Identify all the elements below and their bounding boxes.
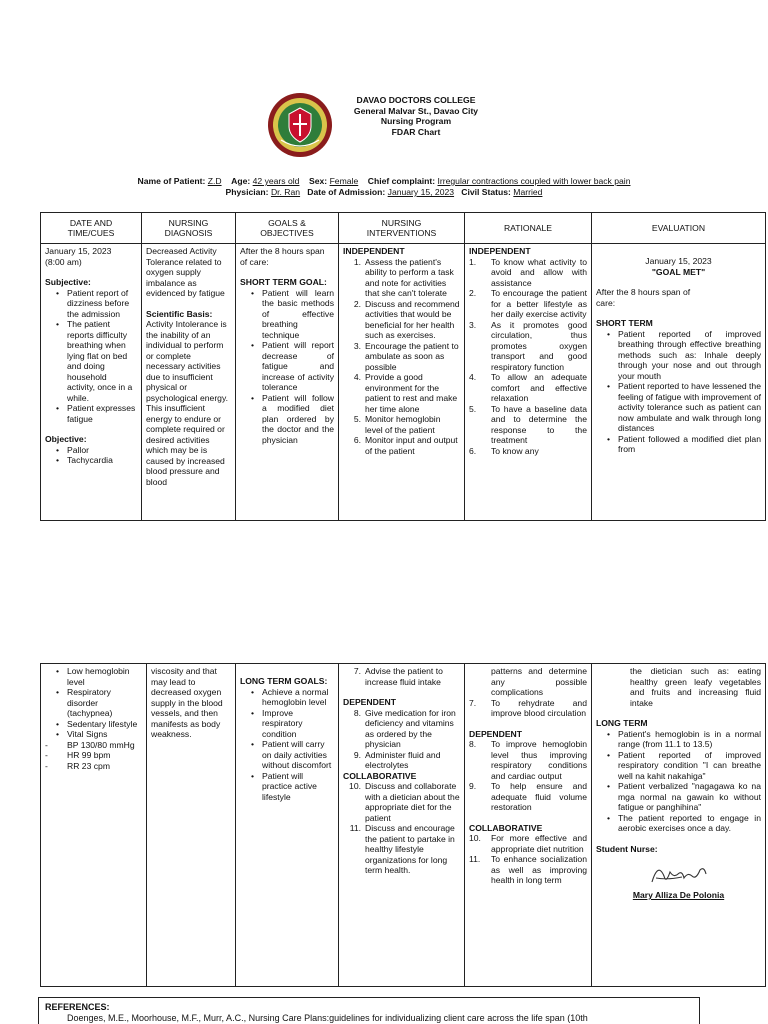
independent-title: INDEPENDENT: [469, 246, 531, 256]
interventions-list: [343, 257, 460, 457]
short-term-title: SHORT TERM: [596, 318, 653, 328]
col-header-rationale: RATIONALE: [465, 213, 592, 244]
col-header-goals: GOALS & OBJECTIVES: [236, 213, 339, 244]
list-item: • Patient reported of improved respiratory condition "I can breathe well na kahit nakahiga": [596, 750, 761, 782]
diagnosis-text: Decreased Activity Tolerance related to oxygen supply imbalance as evidenced by fatigue: [146, 246, 225, 298]
collaborative-interventions-list: [343, 781, 460, 876]
short-term-goals-list: [240, 288, 334, 446]
list-item: 11. Discuss and encourage the patient to partake in healthy lifestyle organizations for long term health.: [349, 823, 455, 875]
collaborative-rationale-list: [469, 833, 587, 886]
list-item: 8. Give medication for iron deficiency and vitamins as ordered by the physician: [353, 707, 456, 749]
subjective-title: Subjective:: [45, 277, 91, 287]
list-item: 11. To enhance socialization as well as improving health in long term: [469, 854, 587, 885]
long-term-goals-list: [240, 687, 334, 803]
evaluation-date: January 15, 2023: [645, 256, 712, 266]
cue-date: January 15, 2023: [45, 246, 112, 256]
cell-diagnosis-continued: [147, 664, 236, 987]
long-term-title: LONG TERM: [596, 718, 648, 728]
goal-status: "GOAL MET": [651, 266, 706, 277]
objective-title: Objective:: [45, 434, 87, 444]
list-item: • Patient reported to have lessened the feeling of fatigue with improvement of activity tolerance such as patient can now ambulate and walk through long distances: [596, 381, 761, 434]
list-item: • Improve respiratory condition: [240, 708, 334, 740]
admission-date: January 15, 2023: [387, 187, 455, 197]
dependent-title: DEPENDENT: [469, 728, 523, 739]
table-header-row: [41, 213, 766, 244]
physician-label: Physician:: [225, 187, 269, 197]
cell-goals-continued: [236, 664, 339, 987]
col-header-interventions: NURSING INTERVENTIONS: [339, 213, 465, 244]
basis-title: Scientific Basis:: [146, 308, 213, 319]
cell-goals: [236, 244, 339, 521]
list-item: • Low hemoglobin level: [45, 666, 142, 687]
list-item: • Tachycardia: [45, 455, 137, 466]
patient-sex: Female: [329, 176, 359, 186]
list-item: • Patient will follow a modified diet plan ordered by the doctor and the physician: [240, 393, 334, 446]
list-item: • Patient will practice active lifestyle: [240, 771, 334, 803]
document-header: [336, 95, 496, 137]
chief-complaint: Irregular contractions coupled with lower back pain: [437, 176, 631, 186]
list-item: 6. To know any: [469, 445, 539, 456]
list-item: 1. Assess the patient's ability to perform a task and note for activities that she can't tolerate: [353, 256, 454, 298]
col-header-evaluation: EVALUATION: [592, 213, 766, 244]
list-item: • Patient's hemoglobin is in a normal range (from 11.1 to 13.5): [596, 729, 761, 750]
cell-diagnosis: [142, 244, 236, 521]
list-item: 10. Discuss and collaborate with a dietician about the appropriate diet for the patient: [349, 781, 460, 823]
list-item: - HR 99 bpm: [45, 750, 142, 761]
list-item: • The patient reported to engage in aerobic exercises once a day.: [596, 813, 761, 834]
physician-name: Dr. Ran: [270, 187, 301, 197]
cell-interventions-continued: [339, 664, 465, 987]
list-item: - BP 130/80 mmHg: [45, 740, 142, 751]
patient-age: 42 years old: [252, 176, 300, 186]
cell-evaluation-continued: [592, 664, 766, 987]
table-body-row: [41, 664, 766, 987]
college-seal-logo: [267, 92, 333, 158]
list-item: • Patient expresses fatigue: [45, 403, 137, 424]
list-item: • The patient reports difficulty breathing when lying flat on bed and doing household activity, once in a while.: [45, 319, 137, 403]
list-item: • Patient report of dizziness before the admission: [45, 288, 137, 320]
evaluation-continued-text: the dietician such as: eating healthy green leafy vegetables and fruits and increasing fluid intake: [630, 666, 761, 708]
list-item: 1. To know what activity to avoid and allow with assistance: [469, 256, 587, 288]
cell-interventions: [339, 244, 465, 521]
dependent-title: DEPENDENT: [343, 697, 397, 707]
interventions-list-continued: [343, 666, 460, 687]
long-term-goals-title: LONG TERM GOALS:: [240, 676, 328, 686]
cell-evaluation: [592, 244, 766, 521]
list-item: 9. Administer fluid and electrolytes: [353, 749, 441, 770]
complaint-label: Chief complaint:: [367, 176, 436, 186]
student-nurse-label: Student Nurse:: [596, 843, 658, 854]
dependent-interventions-list: [343, 708, 460, 771]
independent-title: INDEPENDENT: [343, 246, 405, 256]
program-name: Nursing Program: [380, 116, 452, 127]
short-term-goal-title: SHORT TERM GOAL:: [240, 277, 327, 287]
list-item: 3. As it promotes good circulation, thus promotes oxygen transport and good respiratory function: [469, 319, 587, 372]
civil-status: Married: [513, 187, 543, 197]
list-item: 6. Monitor input and output of the patient: [353, 435, 458, 456]
list-item: • Patient reported of improved breathing through effective breathing methods such as: Inhale deeply through your nose and out through your mouth: [596, 329, 761, 382]
dependent-rationale-list: [469, 739, 587, 813]
list-item: • Patient will learn the basic methods of effective breathing technique: [240, 288, 334, 341]
col-header-diagnosis: NURSING DIAGNOSIS: [142, 213, 236, 244]
list-item: 7. Advise the patient to increase fluid intake: [353, 666, 443, 687]
list-item: • Patient followed a modified diet plan from: [596, 434, 761, 455]
cell-rationale-continued: [465, 664, 592, 987]
patient-name: Z.D: [207, 176, 222, 186]
list-item: • Patient verbalized "nagagawa ko na mga normal na gawain ko without fatigue or panghihina": [596, 781, 761, 813]
list-item: • Patient will carry on daily activities without discomfort: [240, 739, 334, 771]
list-item: 9. To help ensure and adequate fluid volume restoration: [469, 781, 587, 812]
basis-text-continued: viscosity and that may lead to decreased oxygen supply in the blood vessels, and then manifests as body weakness.: [151, 666, 223, 739]
rationale-list: [469, 257, 587, 457]
list-item: • Vital Signs: [45, 729, 142, 740]
vital-signs-list: [45, 740, 142, 772]
list-item: - RR 23 cpm: [45, 761, 142, 772]
admission-label: Date of Admission:: [307, 187, 386, 197]
list-item: 7. To rehydrate and improve blood circulation: [469, 697, 587, 718]
civil-status-label: Civil Status:: [461, 187, 511, 197]
basis-text: Activity Intolerance is the inability of an individual to perform or complete necessary activities due to insufficient physical or psychological energy. This insufficient energy to endure or complete required or desired activities which may be is caused by increased blood pressure and blood: [146, 319, 229, 487]
list-item: 3. Encourage the patient to ambulate as soon as possible: [353, 340, 459, 372]
goals-intro: After the 8 hours span of care:: [240, 246, 325, 267]
rationale-list-continued: [469, 698, 587, 719]
list-item: 2. To encourage the patient for a better lifestyle as her daily exercise activity: [469, 288, 587, 319]
student-nurse-name: Mary Alliza De Polonia: [632, 890, 725, 900]
list-item: 4. Provide a good environment for the patient to rest and make her time alone: [353, 372, 458, 414]
list-item: 8. To improve hemoglobin level thus improving respiratory conditions and cardiac output: [469, 739, 587, 781]
cell-rationale: [465, 244, 592, 521]
list-item: 5. Monitor hemoglobin level of the patient: [353, 414, 441, 435]
fdar-table-page-1: [40, 212, 766, 521]
list-item: • Sedentary lifestyle: [45, 719, 142, 730]
long-term-evaluation-list: [596, 729, 761, 834]
sex-label: Sex:: [309, 176, 328, 186]
collaborative-title: COLLABORATIVE: [343, 770, 417, 781]
signature-image: [648, 858, 710, 890]
cell-cues: [41, 244, 142, 521]
short-term-evaluation-list: [596, 329, 761, 455]
age-label: Age:: [231, 176, 251, 186]
reference-item: Doenges, M.E., Moorhouse, M.F., Murr, A.C., Nursing Care Plans:guidelines for individualizing client care across the life span (10th: [67, 1013, 588, 1023]
cell-cues-continued: [41, 664, 147, 987]
list-item: • Pallor: [45, 445, 137, 456]
chart-name: FDAR Chart: [391, 126, 441, 137]
patient-info-line-2: [0, 187, 768, 198]
name-label: Name of Patient:: [137, 176, 206, 186]
evaluation-intro: After the 8 hours span of care:: [596, 287, 691, 308]
fdar-table-page-2: [40, 663, 766, 987]
college-address: General Malvar St., Davao City: [353, 105, 479, 116]
collaborative-title: COLLABORATIVE: [469, 822, 543, 833]
list-item: 2. Discuss and recommend activities that would be beneficial for her health such as exercises.: [353, 298, 460, 340]
list-item: • Achieve a normal hemoglobin level: [240, 687, 334, 708]
subjective-list: [45, 288, 137, 425]
col-header-date-cues: DATE AND TIME/CUES: [41, 213, 142, 244]
rationale-continued-text: patterns and determine any possible complications: [491, 666, 587, 697]
list-item: 5. To have a baseline data and to determine the response to the treatment: [469, 403, 587, 445]
list-item: 10. For more effective and appropriate diet nutrition: [469, 833, 587, 854]
table-body-row: [41, 244, 766, 521]
objective-list-continued: [45, 666, 142, 740]
references-box: [38, 997, 700, 1024]
cue-time: (8:00 am): [45, 256, 82, 267]
list-item: 4. To allow an adequate comfort and effective relaxation: [469, 372, 587, 403]
list-item: • Respiratory disorder (tachypnea): [45, 687, 142, 719]
objective-list: [45, 445, 137, 466]
patient-info-line-1: [0, 176, 768, 187]
college-name: DAVAO DOCTORS COLLEGE: [356, 95, 476, 105]
references-title: REFERENCES:: [45, 1002, 110, 1012]
list-item: • Patient will report decrease of fatigue and increase of activity tolerance: [240, 340, 334, 393]
